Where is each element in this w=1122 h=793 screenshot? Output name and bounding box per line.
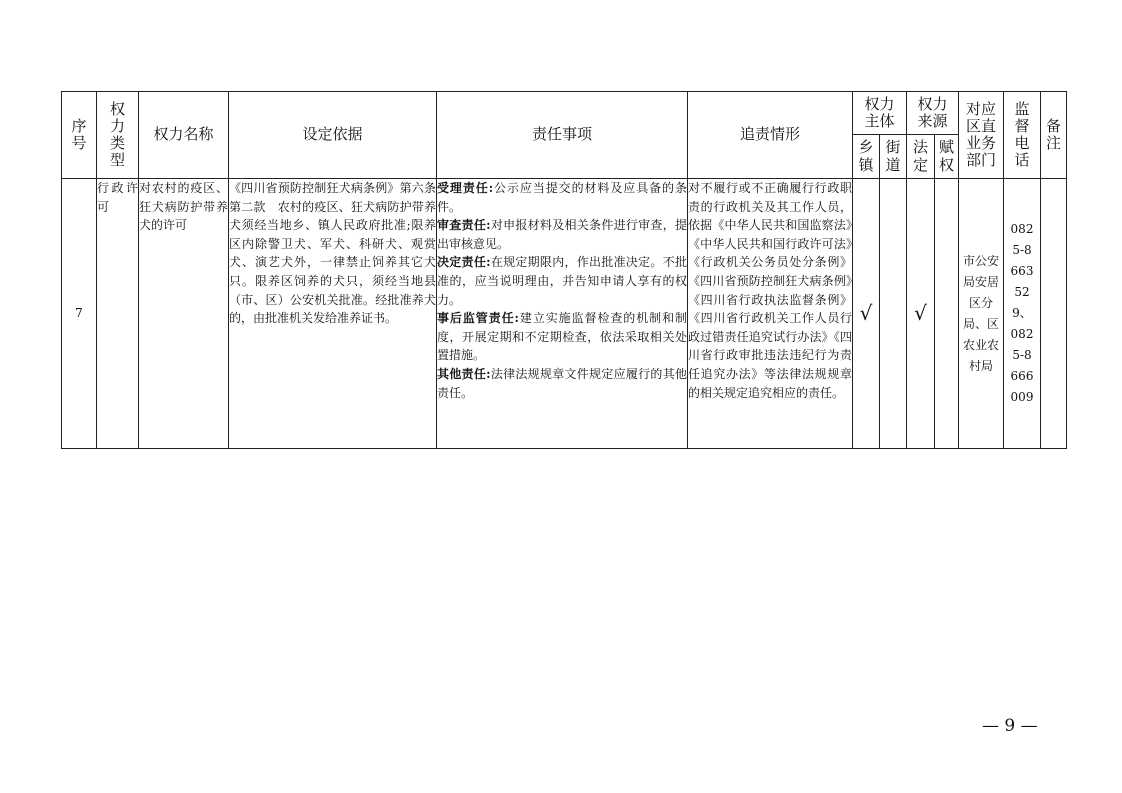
check-street bbox=[880, 179, 907, 449]
responsibility-item: 受理责任:公示应当提交的材料及应具备的条件。 bbox=[437, 181, 687, 214]
row-accountability: 对不履行或不正确履行行政职责的行政机关及其工作人员，依据《中华人民共和国监察法》《中华人民共和国行政许可法》《行政机关公务员处分条例》《四川省预防控制狂犬病条例》《四川省行政执法监督条例》《四川省行政机关工作人员行政过错责任追究试行办法》《四川省行政审批违法违纪行为责任追究办法》等法律法规规章的相关规定追究相应的责任。 bbox=[688, 179, 853, 449]
header-dept: 对应区直业务部门 bbox=[959, 92, 1004, 179]
header-seq: 序号 bbox=[62, 92, 97, 179]
row-basis: 《四川省预防控制狂犬病条例》第六条第二款 农村的疫区、狂犬病防护带养犬须经当地乡、镇人民政府批准;限养区内除警卫犬、军犬、科研犬、观赏犬、演艺犬外，一律禁止饲养其它犬只。限养区饲养的犬只，须经当地县（市、区）公安机关批准。经批准养犬的，由批准机关发给准养证书。 bbox=[229, 179, 437, 449]
check-legal: √ bbox=[907, 179, 935, 449]
header-remark: 备注 bbox=[1041, 92, 1067, 179]
header-basis: 设定依据 bbox=[229, 92, 437, 179]
row-dept: 市公安局安居区分局、区农业农村局 bbox=[959, 179, 1004, 449]
responsibility-item: 审查责任:对申报材料及相关条件进行审查，提出审核意见。 bbox=[437, 218, 687, 251]
header-phone: 监督电话 bbox=[1004, 92, 1041, 179]
responsibility-item: 决定责任:在规定期限内，作出批准决定。不批准的，应当说明理由，并告知申请人享有的权力。 bbox=[437, 255, 687, 307]
page-number: — 9 — bbox=[982, 716, 1038, 736]
header-source-granted: 赋权 bbox=[935, 135, 959, 179]
header-name: 权力名称 bbox=[139, 92, 229, 179]
row-responsibility bbox=[437, 179, 688, 449]
header-subject-street: 街道 bbox=[880, 135, 907, 179]
header-subject: 权力主体 bbox=[853, 92, 907, 135]
header-accountability: 追责情形 bbox=[688, 92, 853, 179]
header-source: 权力来源 bbox=[907, 92, 959, 135]
table-row bbox=[62, 179, 1067, 449]
header-responsibility: 责任事项 bbox=[437, 92, 688, 179]
check-granted bbox=[935, 179, 959, 449]
header-type: 权力类型 bbox=[97, 92, 139, 179]
responsibility-item: 事后监管责任:建立实施监督检查的机制和制度，开展定期和不定期检查，依法采取相关处置措施。 bbox=[437, 311, 687, 363]
header-source-legal: 法定 bbox=[907, 135, 935, 179]
check-town: √ bbox=[853, 179, 880, 449]
power-list-table bbox=[61, 91, 1067, 449]
row-seq: 7 bbox=[62, 179, 97, 449]
row-remark bbox=[1041, 179, 1067, 449]
row-phone: 0825-8663529、0825-8666009 bbox=[1004, 179, 1041, 449]
responsibility-item: 其他责任:法律法规规章文件规定应履行的其他责任。 bbox=[437, 366, 687, 400]
row-type: 行政许可 bbox=[97, 179, 139, 449]
header-subject-town: 乡镇 bbox=[853, 135, 880, 179]
row-name: 对农村的疫区、狂犬病防护带养犬的许可 bbox=[139, 179, 229, 449]
